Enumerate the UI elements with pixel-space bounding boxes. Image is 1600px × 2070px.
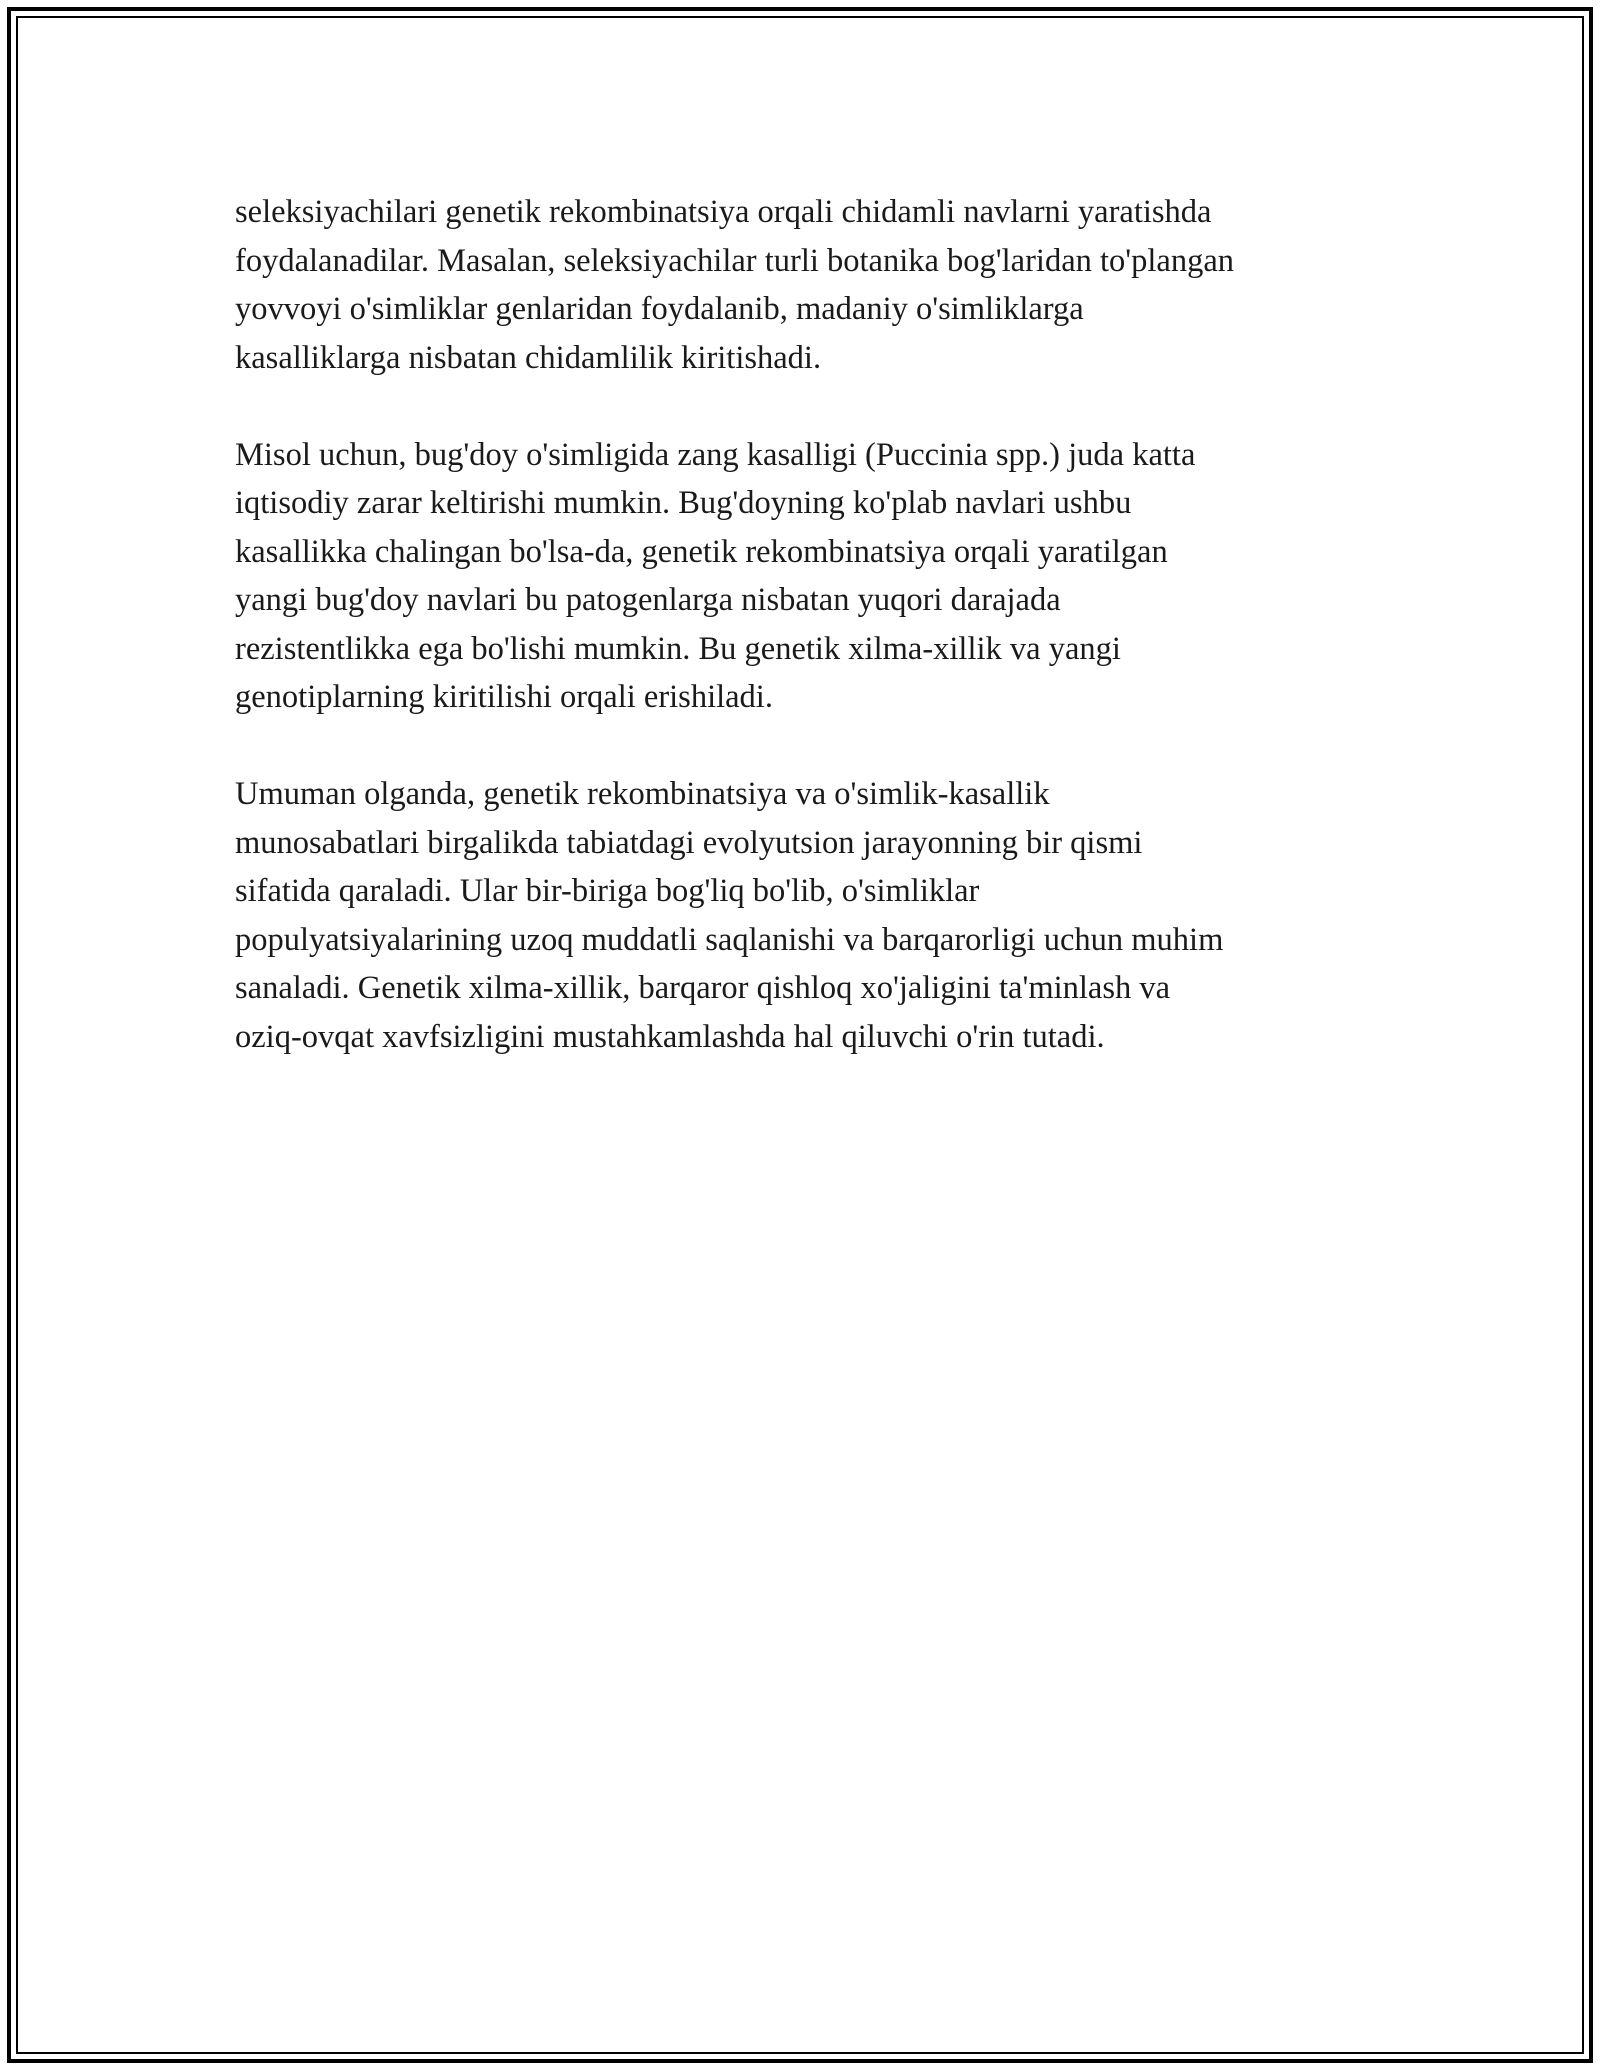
text-line: sanaladi. Genetik xilma-xillik, barqaror qishloq xo'jaligini ta'minlash va (235, 970, 1171, 1006)
document-body (235, 188, 1415, 1110)
text-line: kasalliklarga nisbatan chidamlilik kiritishadi. (235, 339, 822, 376)
text-line: sifatida qaraladi. Ular bir-biriga bog'liq bo'lib, o'simliklar (235, 873, 980, 909)
text-line: oziq-ovqat xavfsizligini mustahkamlashda hal qiluvchi o'rin tutadi. (235, 1018, 1105, 1055)
text-line: seleksiyachilari genetik rekombinatsiya orqali chidamli navlarni yaratishda (235, 194, 1212, 230)
paragraph-1 (235, 188, 1415, 382)
text-line: kasallikka chalingan bo'lsa-da, genetik rekombinatsiya orqali yaratilgan (235, 533, 1168, 570)
text-line: populyatsiyalarining uzoq muddatli saqlanishi va barqarorligi uchun muhim (235, 921, 1224, 958)
paragraph-2 (235, 431, 1415, 722)
text-line: rezistentlikka ega bo'lishi mumkin. Bu genetik xilma-xillik va yangi (235, 630, 1121, 667)
text-line: iqtisodiy zarar keltirishi mumkin. Bug'doyning ko'plab navlari ushbu (235, 485, 1132, 521)
paragraph-3 (235, 770, 1415, 1061)
text-line: yangi bug'doy navlari bu patogenlarga nisbatan yuqori darajada (235, 582, 1061, 618)
text-line: foydalanadilar. Masalan, seleksiyachilar turli botanika bog'laridan to'plangan (235, 242, 1235, 279)
text-line: Misol uchun, bug'doy o'simligida zang kasalligi (Puccinia spp.) juda katta (235, 436, 1196, 473)
text-line: yovvoyi o'simliklar genlaridan foydalanib, madaniy o'simliklarga (235, 291, 1084, 327)
text-line: munosabatlari birgalikda tabiatdagi evolyutsion jarayonning bir qismi (235, 824, 1143, 861)
text-line: genotiplarning kiritilishi orqali erishiladi. (235, 679, 773, 715)
text-line: Umuman olganda, genetik rekombinatsiya va o'simlik-kasallik (235, 776, 1050, 812)
